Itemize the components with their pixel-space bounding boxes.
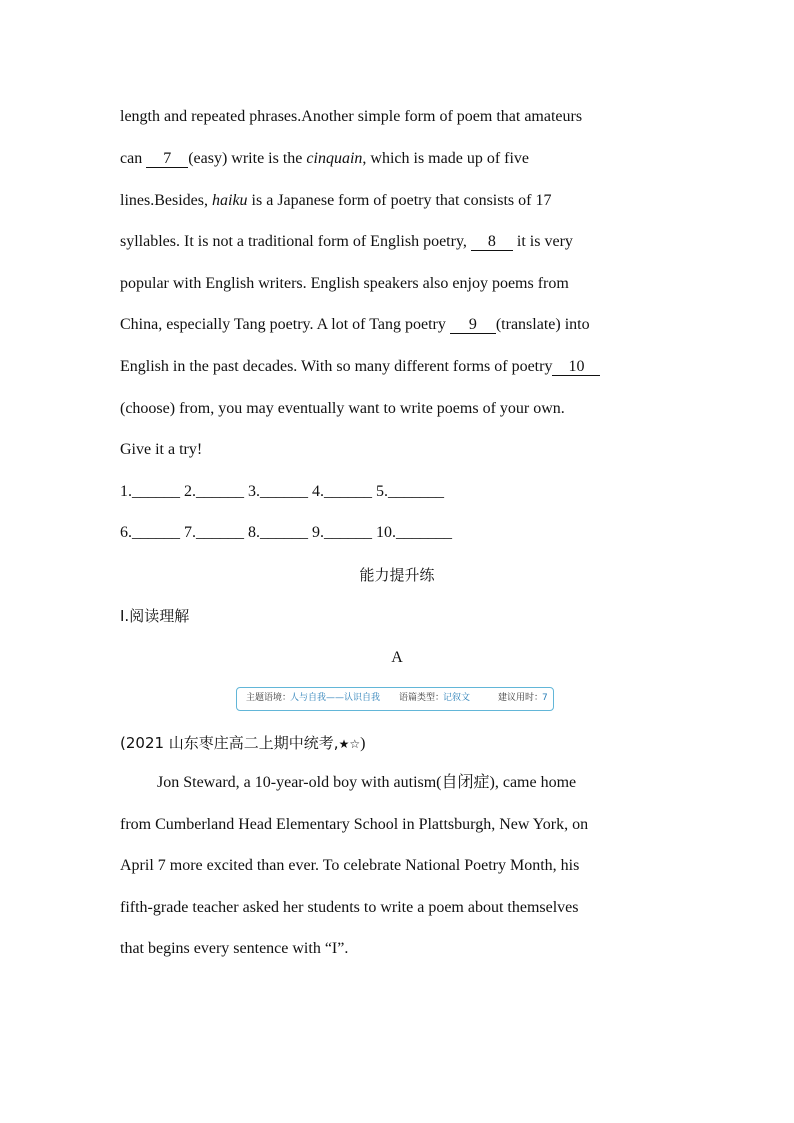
passage-line-3 [120, 191, 551, 211]
section-title: 能力提升练 [359, 566, 435, 584]
reading-line-2: from Cumberland Head Elementary School in Plattsburgh, New York, on [120, 816, 589, 833]
blank-9: 9 [450, 317, 496, 334]
italic-term: haiku [212, 192, 248, 209]
part-heading: Ⅰ.阅读理解 [120, 607, 190, 625]
answer-row-1: 1.______ 2.______ 3.______ 4.______ 5._______ [120, 483, 444, 500]
text: English in the past decades. With so many different forms of poetry [120, 358, 553, 375]
italic-term: cinquain [306, 150, 363, 167]
text: it is very [516, 233, 573, 250]
text: (translate) into [495, 316, 590, 333]
time-value: 7 [542, 693, 548, 703]
reading-line-3: April 7 more excited than ever. To celebrate National Poetry Month, his [120, 857, 580, 874]
passage-line-4 [120, 232, 573, 252]
theme-label: 主题语境： [246, 693, 292, 703]
text: (easy) write is the [188, 150, 303, 167]
reading-line-1: Jon Steward, a 10-year-old boy with autism(自闭症), came home [157, 774, 577, 791]
text: can [120, 150, 143, 167]
text: is a Japanese form of poetry that consists of 17 [251, 192, 552, 209]
blank-7: 7 [146, 151, 188, 168]
passage-line-2 [120, 149, 529, 169]
reading-line-4: fifth-grade teacher asked her students to write a poem about themselves [120, 899, 579, 916]
type-value: 记叙文 [443, 693, 471, 703]
type-label: 语篇类型： [399, 693, 445, 703]
answer-row-2: 6.______ 7.______ 8.______ 9.______ 10._______ [120, 524, 452, 541]
passage-line-6 [120, 315, 590, 335]
text: China, especially Tang poetry. A lot of Tang poetry [120, 316, 446, 333]
blank-8: 8 [471, 234, 513, 251]
passage-label: A [391, 649, 403, 666]
text: lines.Besides, [120, 192, 208, 209]
passage-line-7 [120, 357, 600, 377]
theme-value: 人与自我——认识自我 [290, 693, 381, 703]
reading-line-5: that begins every sentence with “I”. [120, 940, 349, 957]
passage-line-5: popular with English writers. English speakers also enjoy poems from [120, 275, 569, 292]
text: , which is made up of five [362, 150, 530, 167]
blank-10: 10 [552, 359, 600, 376]
topic-tag-bar [236, 687, 554, 711]
time-label: 建议用时： [498, 693, 544, 703]
passage-line-1: length and repeated phrases.Another simple form of poem that amateurs [120, 108, 583, 125]
passage-line-8: (choose) from, you may eventually want to write poems of your own. [120, 400, 565, 417]
source-close: ) [360, 735, 366, 752]
source-text: (2021 山东枣庄高二上期中统考, [120, 734, 339, 752]
source-line [120, 733, 365, 754]
passage-line-9: Give it a try! [120, 441, 203, 458]
text: syllables. It is not a traditional form of English poetry, [120, 233, 467, 250]
difficulty-star-icon: ★☆ [338, 737, 361, 751]
